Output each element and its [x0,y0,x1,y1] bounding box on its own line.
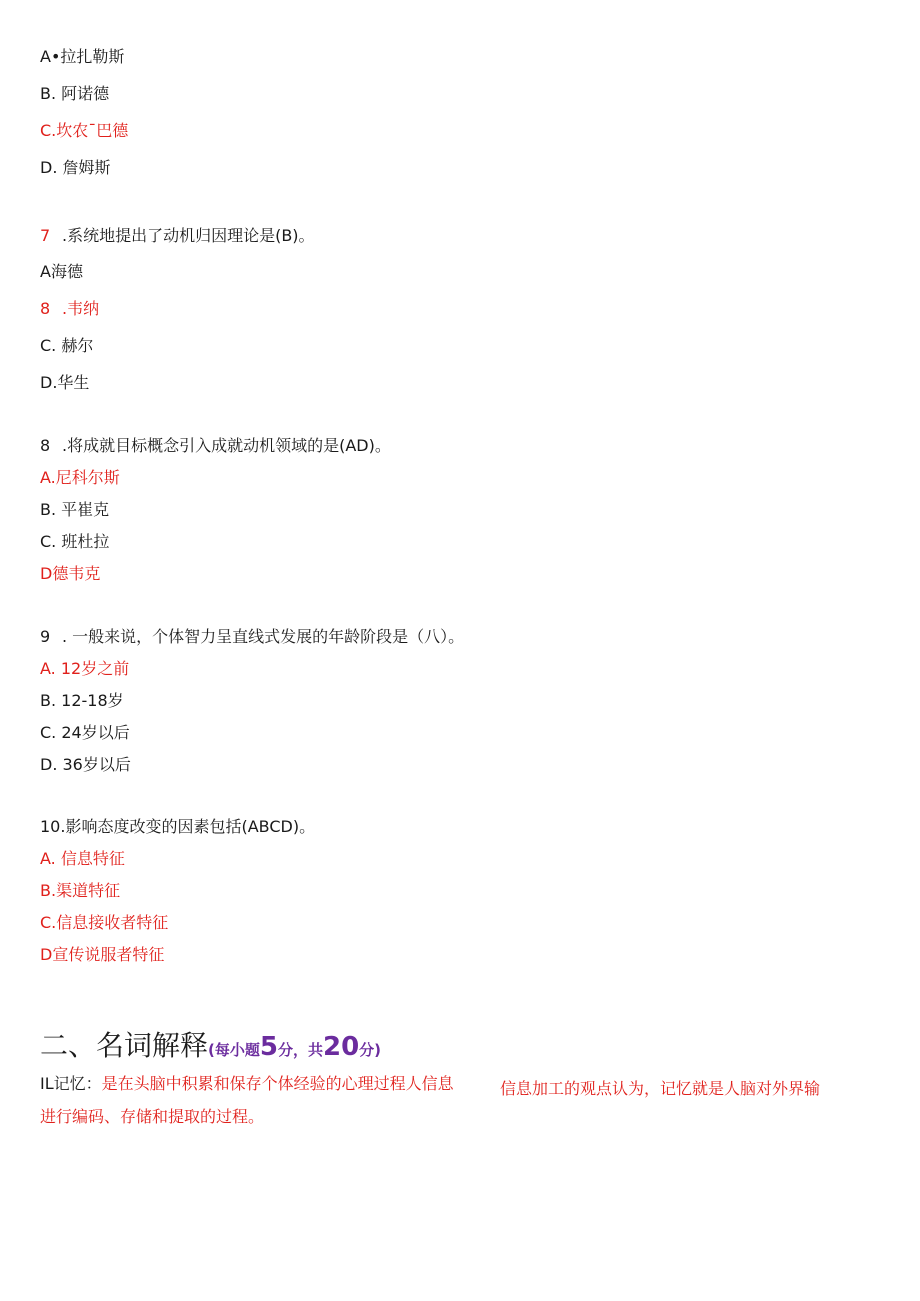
q8-option-c: C. 班杜拉 [40,532,110,551]
q7-option-c: C. 赫尔 [40,336,94,355]
score-per-item: 5 [259,1032,278,1062]
q9-number: 9 [40,627,51,646]
q9-stem-text: . 一般来说，个体智力呈直线式发展的年龄阶段是（八）。 [62,627,465,646]
q6-option-a: A•拉扎勒斯 [40,47,125,66]
q7-stem-text: .系统地提出了动机归因理论是(B)。 [62,226,315,245]
score-note-prefix: (每小题 [208,1041,260,1059]
q8-option-b: B. 平崔克 [40,500,110,519]
q10-option-d: D宣传说服者特征 [40,945,165,964]
q7-option-a: A海德 [40,262,83,281]
term11-def-part1: 是在头脑中积累和保存个体经验的心理过程人信息 [101,1074,454,1093]
q9-option-b: B. 12-18岁 [40,691,124,710]
term11-def-part3: 进行编码、存储和提取的过程。 [40,1107,265,1126]
q6-option-b: B. 阿诺德 [40,84,110,103]
q7-option-d: D.华生 [40,373,90,392]
q10-option-b: B.渠道特征 [40,881,121,900]
q9-option-c: C. 24岁以后 [40,723,130,742]
q9-stem [40,626,464,648]
q8-stem [40,435,391,457]
q6-option-c: C.坎农¯巴德 [40,121,129,140]
score-total: 20 [322,1032,360,1062]
q7-stem [40,225,315,247]
q7-option-b-text: .韦纳 [62,299,100,318]
q7-option-b-number: 8 [40,299,51,318]
q8-option-d: D德韦克 [40,564,101,583]
score-note-mid: 分，共 [277,1041,323,1059]
q10-stem: 10.影响态度改变的因素包括(ABCD)。 [40,817,316,836]
q8-option-a: A.尼科尔斯 [40,468,120,487]
section-title: 二、名词解释 [40,1029,209,1062]
q10-option-c: C.信息接收者特征 [40,913,169,932]
q10-option-a: A. 信息特征 [40,849,125,868]
q8-stem-text: .将成就目标概念引入成就动机领域的是(AD)。 [62,436,391,455]
term11-label: IL记忆： [40,1074,102,1093]
q6-option-d: D. 詹姆斯 [40,158,111,177]
q9-option-a: A. 12岁之前 [40,659,130,678]
term11-def-part2: 信息加工的观点认为，记忆就是人脑对外界输 [500,1079,821,1098]
q7-option-b [40,298,99,320]
section-score-note [208,1032,382,1062]
q8-number: 8 [40,436,51,455]
section-heading [40,1026,381,1070]
q9-option-d: D. 36岁以后 [40,755,131,774]
score-note-suffix: 分) [359,1041,382,1059]
term11-line1 [40,1073,454,1095]
q7-number: 7 [40,226,51,245]
